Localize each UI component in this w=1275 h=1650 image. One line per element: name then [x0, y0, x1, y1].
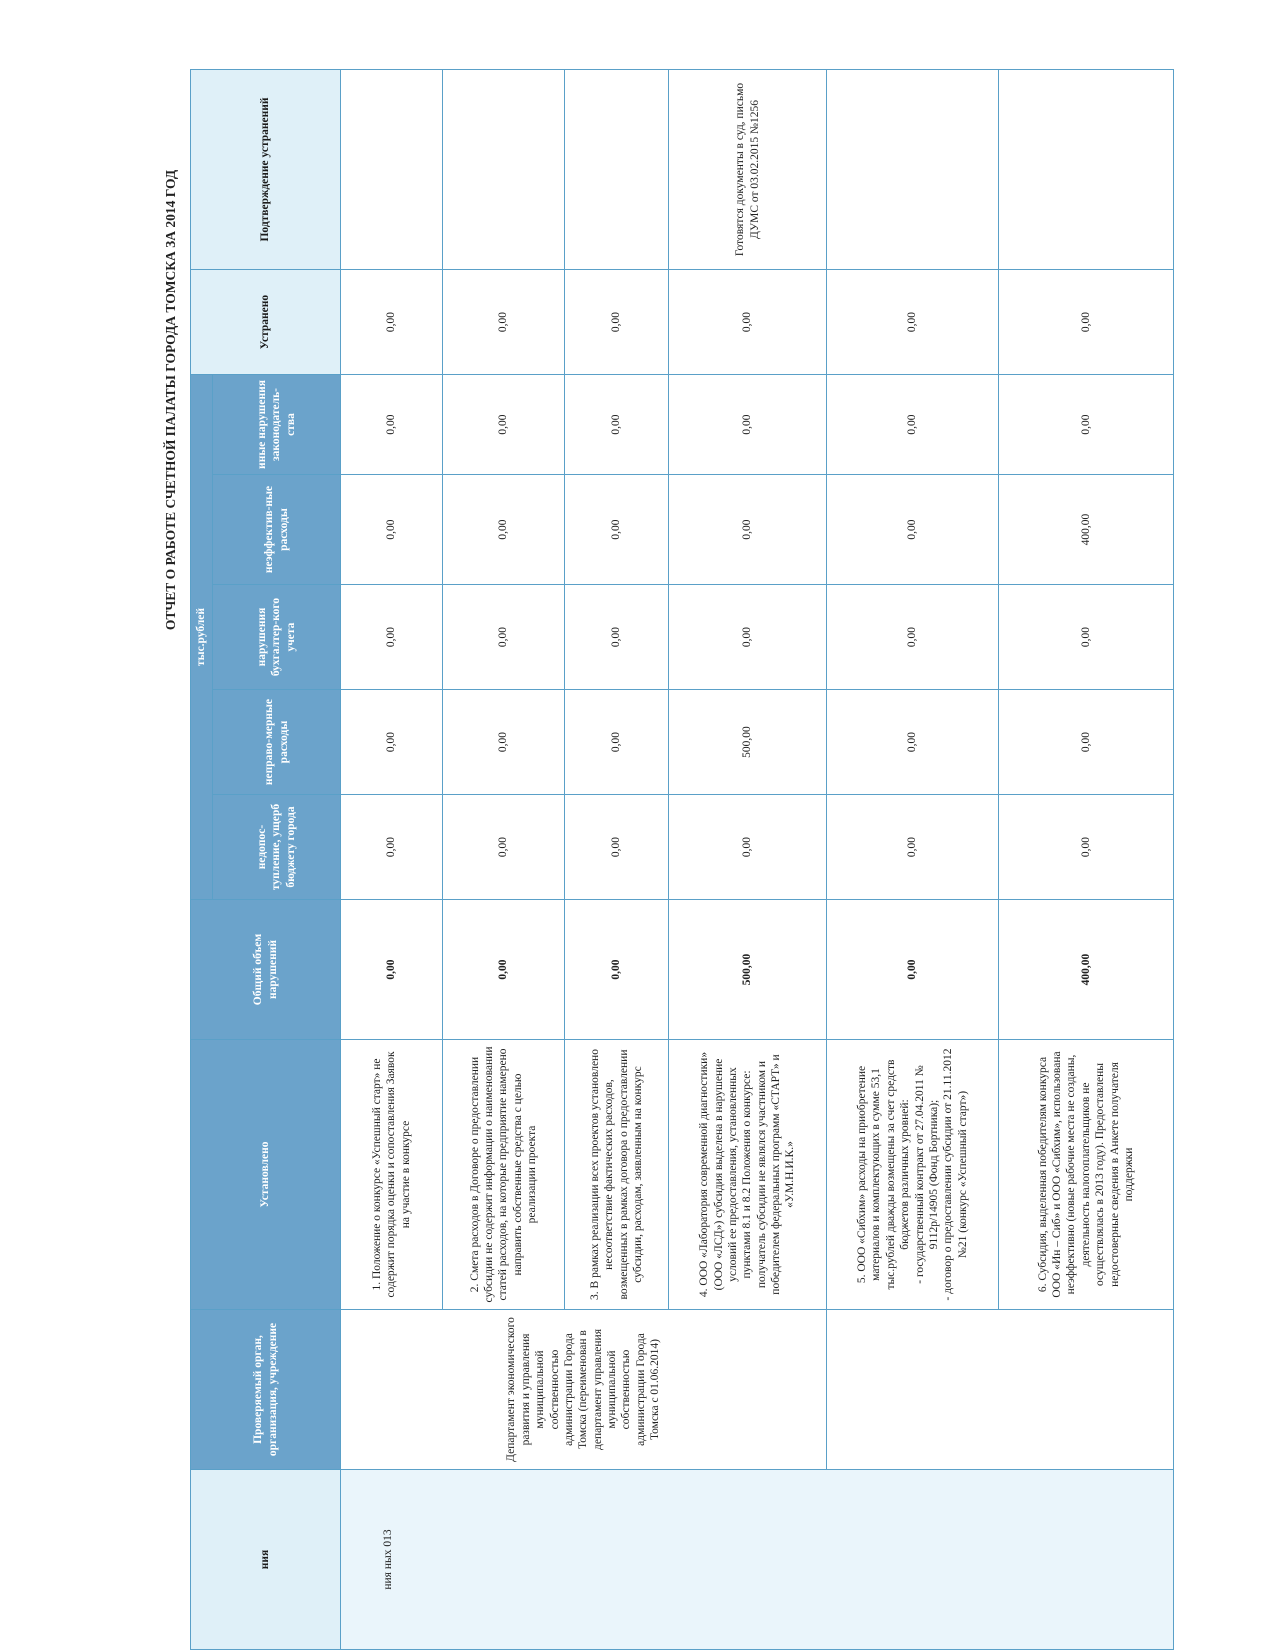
header-unlawful-expenses: неправо-мерные расходы	[213, 690, 341, 795]
inefficient-cell: 0,00	[669, 475, 827, 585]
page-title: ОТЧЕТ О РАБОТЕ СЧЕТНОЙ ПАЛАТЫ ГОРОДА ТОМСКА ЗА 2014 ГОД	[163, 169, 178, 631]
inefficient-cell: 0,00	[341, 475, 443, 585]
confirmation-cell	[565, 70, 669, 270]
accounting-cell: 0,00	[341, 585, 443, 690]
established-cell	[827, 1040, 999, 1310]
established-cell: 4. ООО «Лаборатория современной диагностики» (ООО «ЛСД») субсидия выделена в нарушение условий ее предоставления, установленных пунктами 8.1 и 8.2 Положения о конкурсе: получатель субсидии не являлся участником и победителем федеральных программ «СТАРТ» и «У.М.Н.И.К.»	[669, 1040, 827, 1310]
shortfall-cell: 0,00	[565, 795, 669, 900]
established-cell: 1. Положение о конкурсе «Успешный старт» не содержит порядка оценки и сопоставления Заявок на участие в конкурсе	[341, 1040, 443, 1310]
header-shortfall: недопос-тупление, ущерб бюджету города	[213, 795, 341, 900]
table-row	[341, 70, 443, 1650]
header-cut-column: ния	[191, 1470, 341, 1650]
cut-column-cell: ния ных 013	[341, 1470, 1174, 1650]
accounting-cell: 0,00	[565, 585, 669, 690]
eliminated-cell: 0,00	[669, 270, 827, 375]
confirmation-cell	[999, 70, 1174, 270]
total-cell: 0,00	[341, 900, 443, 1040]
inefficient-cell: 0,00	[565, 475, 669, 585]
report-table-area	[190, 0, 1180, 1650]
established-cell: 2. Смета расходов в Договоре о предоставлении субсидии не содержит информации о наименовании статей расходов, на которые предприятие намерено направить собственные средства с целью реализации проекта	[443, 1040, 565, 1310]
header-organ: Проверяемый орган, организация, учреждение	[191, 1310, 341, 1470]
header-total: Общий объем нарушений	[191, 900, 341, 1040]
shortfall-cell: 0,00	[999, 795, 1174, 900]
table-row	[827, 70, 999, 1650]
other-cell: 0,00	[999, 375, 1174, 475]
violations-table	[190, 69, 1174, 1650]
total-cell: 0,00	[827, 900, 999, 1040]
established-cell: 6. Субсидия, выделенная победителям конкурса ООО «Ин – Сиб» и ООО «Сибхим», использована неэффективно (новые рабочие места не созданы, деятельность налогоплательщиков не осуществлялась в 2013 году). Предоставлены недостоверные сведения в Анкете получателя поддержки	[999, 1040, 1174, 1310]
inefficient-cell: 400,00	[999, 475, 1174, 585]
header-other-violations: иные нарушения законодатель-ства	[213, 375, 341, 475]
accounting-cell: 0,00	[999, 585, 1174, 690]
confirmation-cell	[443, 70, 565, 270]
header-established: Установлено	[191, 1040, 341, 1310]
header-accounting-violations: нарушения бухгалтер-кого учета	[213, 585, 341, 690]
established-line: - договор о предоставлении субсидии от 21.11.2012 №21 (конкурс «Успешный старт»)	[942, 1048, 969, 1301]
header-confirmation: Подтверждение устранений	[191, 70, 341, 270]
accounting-cell: 0,00	[827, 585, 999, 690]
other-cell: 0,00	[565, 375, 669, 475]
confirmation-cell	[827, 70, 999, 270]
shortfall-cell: 0,00	[827, 795, 999, 900]
accounting-cell: 0,00	[443, 585, 565, 690]
established-line: 5. ООО «Сибхим» расходы на приобретение материалов и комплектующих в сумме 53,1 тыс.рублей дважды возмещены за счет средств бюджетов различных уровней:	[856, 1059, 912, 1290]
unlawful-cell: 500,00	[669, 690, 827, 795]
shortfall-cell: 0,00	[669, 795, 827, 900]
other-cell: 0,00	[341, 375, 443, 475]
inefficient-cell: 0,00	[443, 475, 565, 585]
unlawful-cell: 0,00	[827, 690, 999, 795]
unlawful-cell: 0,00	[341, 690, 443, 795]
header-units: тыс.рублей	[191, 375, 213, 900]
header-inefficient-expenses: неэффектив-ные расходы	[213, 475, 341, 585]
inefficient-cell: 0,00	[827, 475, 999, 585]
unlawful-cell: 0,00	[443, 690, 565, 795]
confirmation-cell: Готовятся документы в суд, письмо ДУМС от 03.02.2015 №1256	[669, 70, 827, 270]
eliminated-cell: 0,00	[443, 270, 565, 375]
total-cell: 400,00	[999, 900, 1174, 1040]
eliminated-cell: 0,00	[999, 270, 1174, 375]
eliminated-cell: 0,00	[341, 270, 443, 375]
accounting-cell: 0,00	[669, 585, 827, 690]
other-cell: 0,00	[669, 375, 827, 475]
total-cell: 0,00	[565, 900, 669, 1040]
total-cell: 500,00	[669, 900, 827, 1040]
eliminated-cell: 0,00	[827, 270, 999, 375]
shortfall-cell: 0,00	[443, 795, 565, 900]
established-cell: 3. В рамках реализации всех проектов установлено несоответствие фактических расходов, возмещенных в рамках договора о предоставлении субсидии, расходам, заявленным на конкурс	[565, 1040, 669, 1310]
unlawful-cell: 0,00	[999, 690, 1174, 795]
header-eliminated: Устранено	[191, 270, 341, 375]
organ-cell-empty	[827, 1310, 1174, 1470]
established-line: - государственный контракт от 27.04.2011 № 9112р/14905 (Фонд Бортника);	[913, 1065, 940, 1284]
total-cell: 0,00	[443, 900, 565, 1040]
confirmation-cell	[341, 70, 443, 270]
eliminated-cell: 0,00	[565, 270, 669, 375]
other-cell: 0,00	[827, 375, 999, 475]
unlawful-cell: 0,00	[565, 690, 669, 795]
organ-cell: Департамент экономического развития и управления муниципальной собственностью администрации Города Томска (переименован в департамент управления муниципальной собственностью администрации Города Томска с 01.06.2014)	[341, 1310, 827, 1470]
other-cell: 0,00	[443, 375, 565, 475]
shortfall-cell: 0,00	[341, 795, 443, 900]
